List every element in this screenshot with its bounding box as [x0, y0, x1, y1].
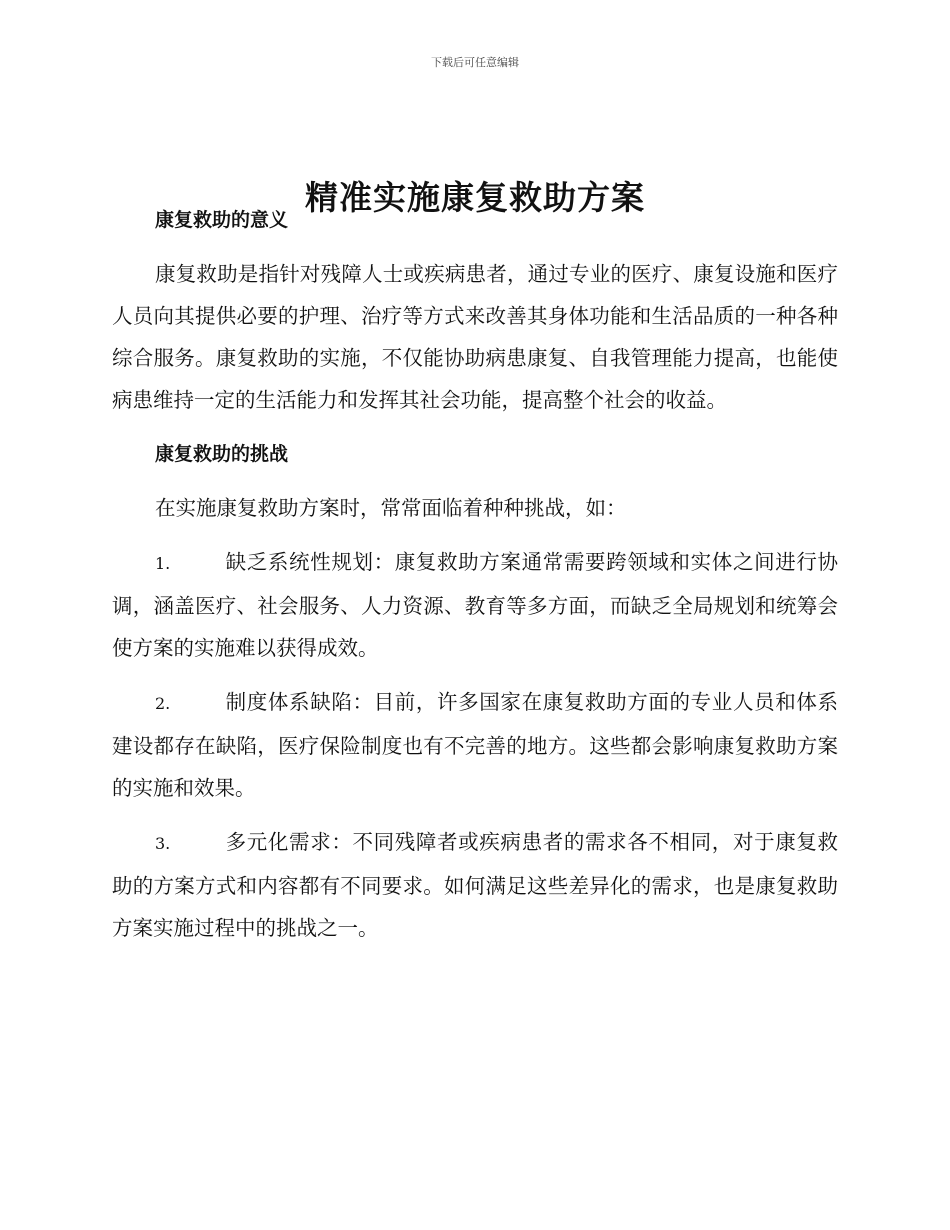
list-item-text: 制度体系缺陷：目前，许多国家在康复救助方面的专业人员和体系建设都存在缺陷，医疗保险制度也有不完善的地方。这些都会影响康复救助方案的实施和效果。 — [112, 690, 838, 800]
list-item-number: 1. — [155, 554, 171, 573]
section-heading-significance: 康复救助的意义 — [155, 209, 289, 231]
list-item-text: 缺乏系统性规划：康复救助方案通常需要跨领域和实体之间进行协调，涵盖医疗、社会服务、人力资源、教育等多方面，而缺乏全局规划和统筹会使方案的实施难以获得成效。 — [112, 550, 838, 660]
list-item-number: 3. — [155, 834, 171, 853]
list-item — [112, 541, 838, 669]
section-paragraph-significance: 康复救助是指针对残障人士或疾病患者，通过专业的医疗、康复设施和医疗人员向其提供必要的护理、治疗等方式来改善其身体功能和生活品质的一种各种综合服务。康复救助的实施，不仅能协助病患康复、自我管理能力提高，也能使病患维持一定的生活能力和发挥其社会功能，提高整个社会的收益。 — [112, 262, 838, 412]
list-item — [112, 821, 838, 949]
section-heading-challenges: 康复救助的挑战 — [155, 443, 289, 465]
section-paragraph-challenges: 在实施康复救助方案时，常常面临着种种挑战，如： — [155, 496, 627, 520]
header-note: 下载后可任意编辑 — [431, 56, 519, 69]
document-body — [112, 205, 838, 949]
list-item-text: 多元化需求：不同残障者或疾病患者的需求各不相同，对于康复救助的方案方式和内容都有不同要求。如何满足这些差异化的需求，也是康复救助方案实施过程中的挑战之一。 — [112, 830, 838, 940]
list-item — [112, 681, 838, 809]
document-title: 精准实施康复救助方案 — [305, 178, 645, 218]
list-item-number: 2. — [155, 694, 171, 713]
